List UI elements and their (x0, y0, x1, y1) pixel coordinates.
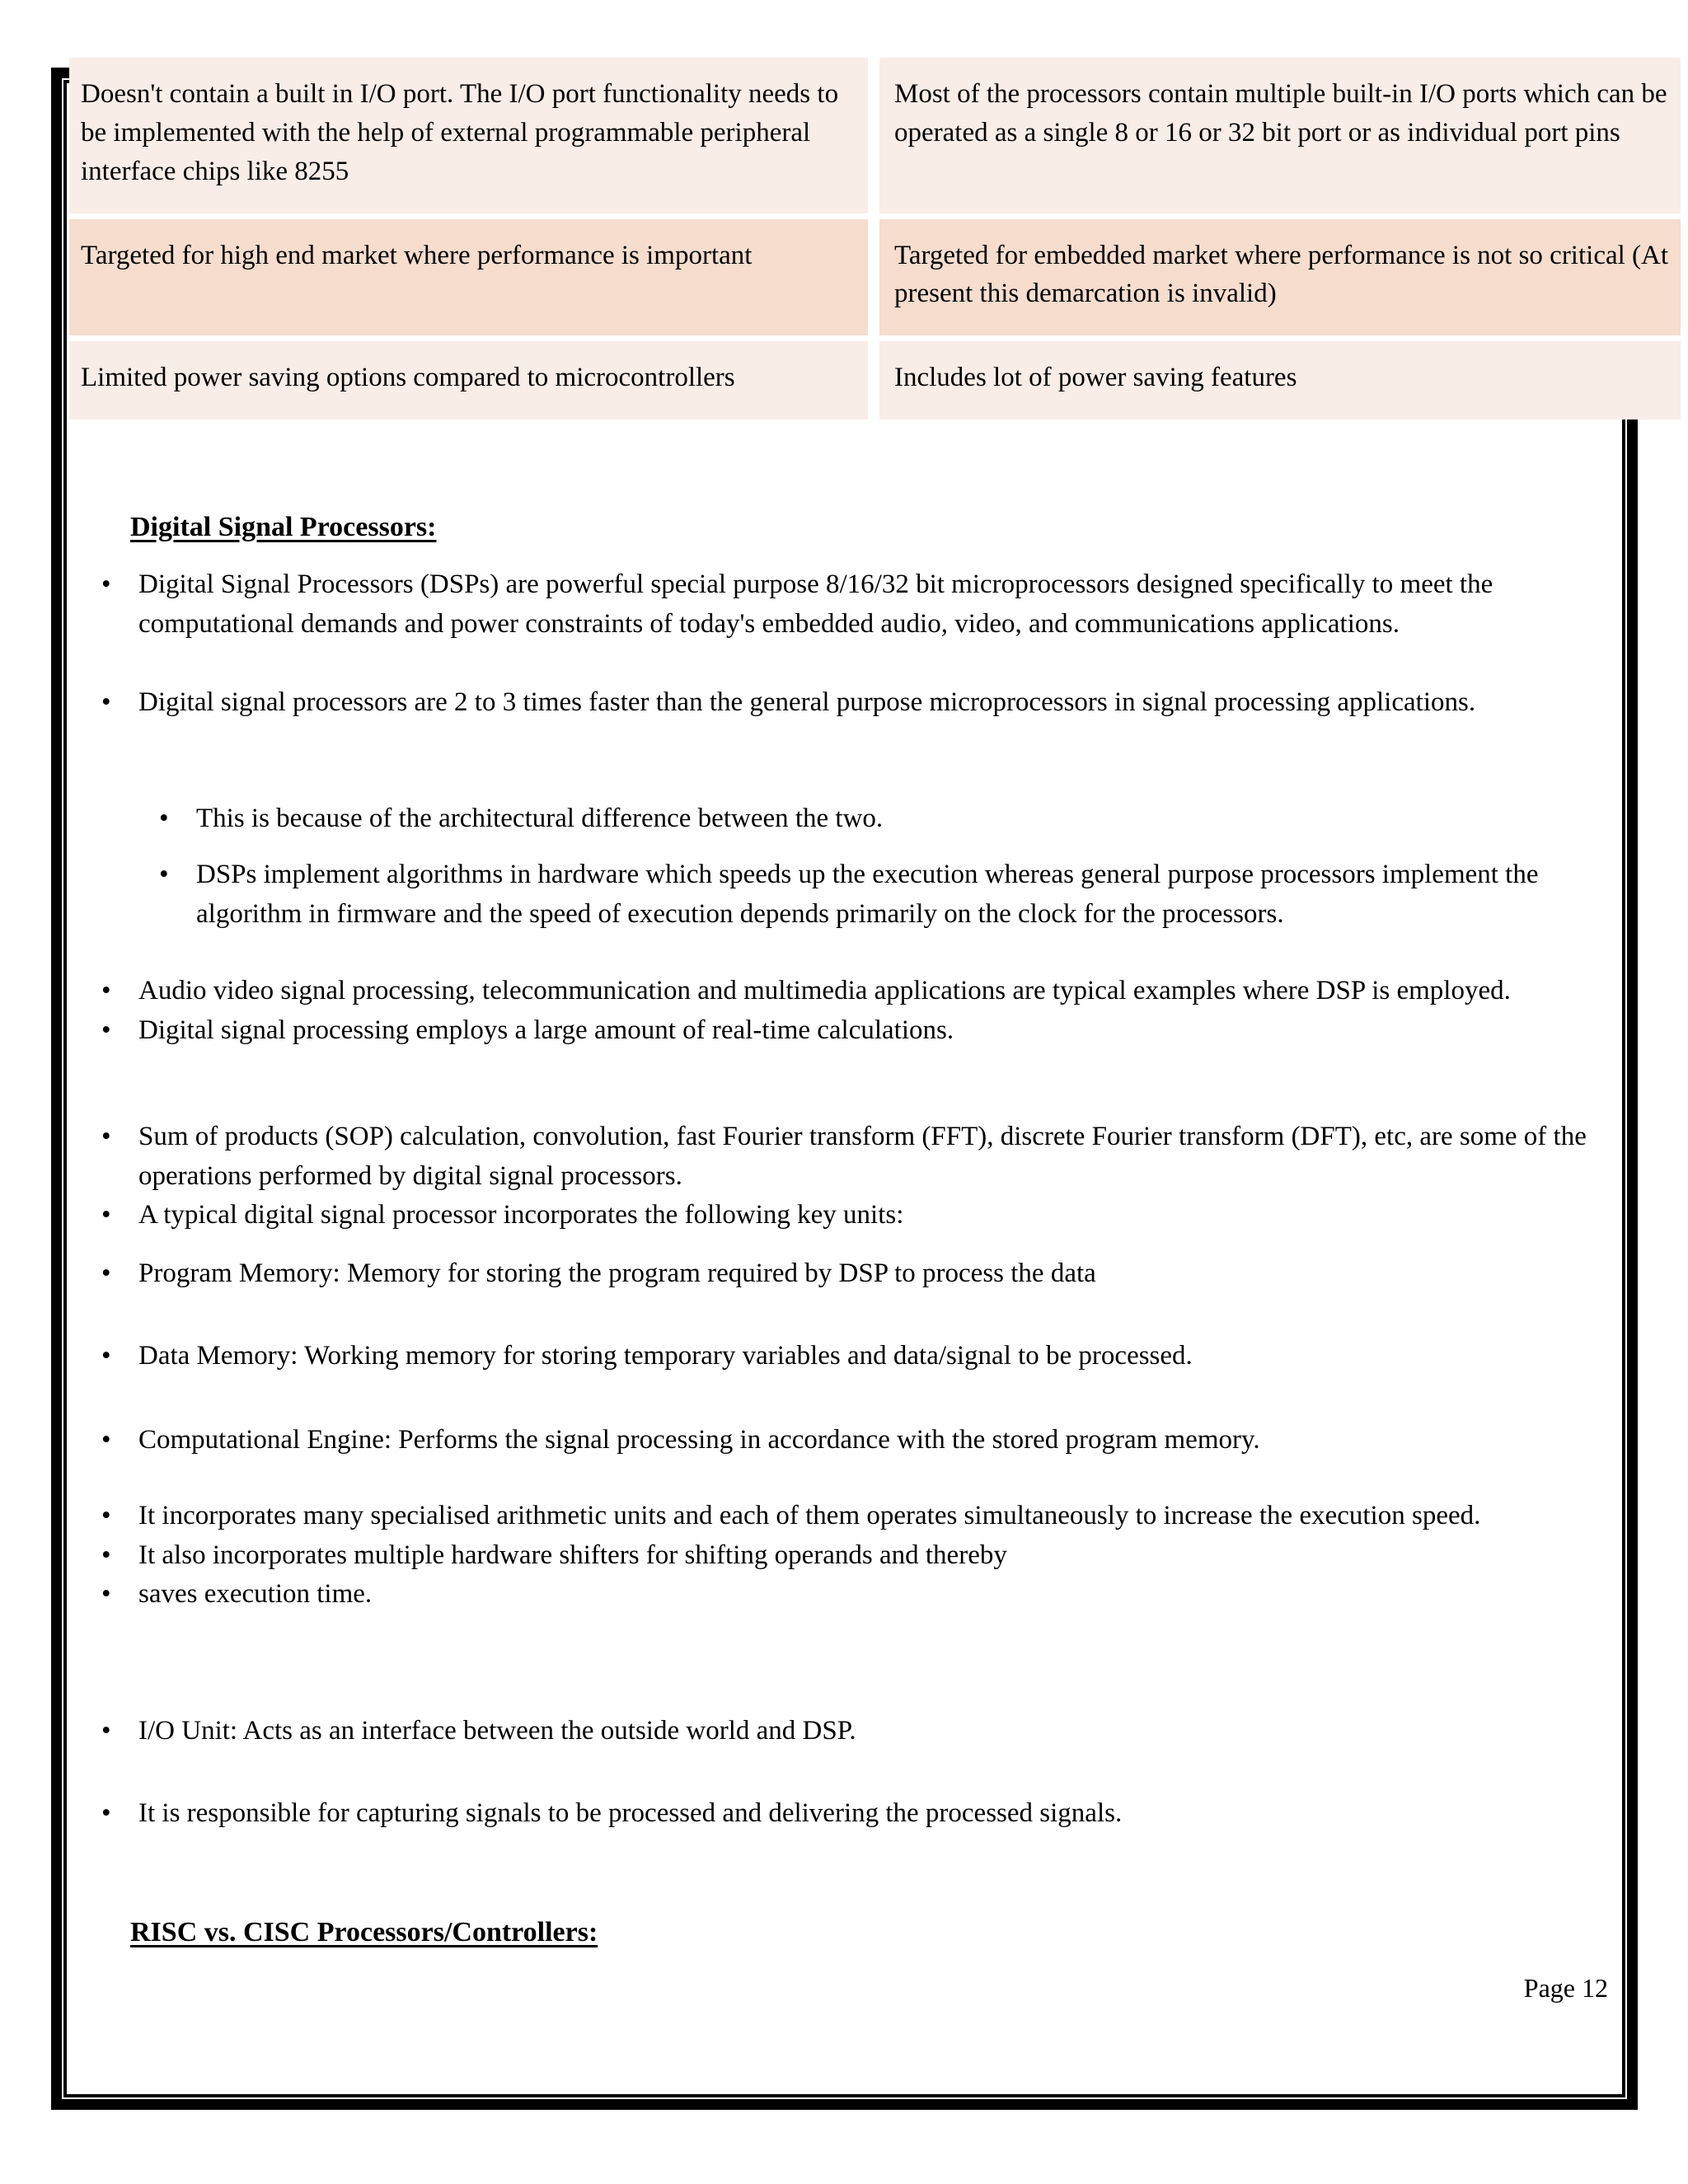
bullet-group-4 (101, 855, 1620, 934)
bullet-group-10 (101, 1497, 1625, 1615)
list-item (101, 972, 1620, 1011)
list-item-text: This is because of the architectural difference between the two. (196, 804, 884, 833)
list-item-text: saves execution time. (138, 1579, 373, 1610)
bullet-glyph-icon: • (101, 1200, 111, 1230)
bullet-group-12 (101, 1794, 1620, 1834)
list-item (101, 1421, 1625, 1460)
table-cell-left: Targeted for high end market where performance is important (69, 216, 874, 339)
bullet-glyph-icon: • (101, 1122, 111, 1151)
list-item (101, 1497, 1625, 1536)
bullet-list (101, 565, 1620, 644)
bullet-list (101, 1712, 1620, 1751)
heading-text: Digital Signal Processors: (130, 512, 437, 542)
bullet-glyph-icon: • (159, 804, 169, 833)
list-item-text: Sum of products (SOP) calculation, convolution, fast Fourier transform (FFT), discrete Fourier transform (DFT), etc, are some of the operations performed by digital signal processors. (138, 1122, 1587, 1191)
bullet-glyph-icon: • (101, 1501, 111, 1530)
bullet-glyph-icon: • (101, 1716, 111, 1746)
bullet-glyph-icon: • (101, 1258, 111, 1288)
bullet-group-5 (101, 972, 1620, 1050)
list-item (101, 1575, 1625, 1615)
bullet-glyph-icon: • (101, 687, 111, 717)
bullet-group-8 (101, 1337, 1620, 1376)
bullet-list-sub (101, 799, 1620, 839)
bullet-glyph-icon: • (101, 976, 111, 1005)
list-item-text: Digital signal processing employs a large amount of real-time calculations. (138, 1015, 954, 1045)
list-item-text: Program Memory: Memory for storing the program required by DSP to process the data (138, 1258, 1096, 1288)
page-content (69, 79, 1669, 2092)
bullet-group-7 (101, 1254, 1620, 1294)
table-row (69, 216, 1681, 339)
table-cell-right: Most of the processors contain multiple built-in I/O ports which can be operated as a single 8 or 16 or 32 bit port or as individual port pins (874, 58, 1681, 216)
table-cell-left: Doesn't contain a built in I/O port. The I/O port functionality needs to be implemented with the help of external programmable peripheral interface chips like 8255 (69, 58, 874, 216)
list-item-sub (101, 799, 1620, 839)
bullet-list (101, 1118, 1620, 1235)
bullet-list (101, 1794, 1620, 1834)
list-item-text: Data Memory: Working memory for storing temporary variables and data/signal to be processed. (138, 1341, 1193, 1371)
bullet-glyph-icon: • (101, 1425, 111, 1455)
bullet-group-6 (101, 1118, 1620, 1235)
bullet-glyph-icon: • (101, 1540, 111, 1570)
list-item-text: Digital Signal Processors (DSPs) are powerful special purpose 8/16/32 bit microprocessors designed specifically to meet the computational demands and power constraints of today's embedded audio, video, and communications applications. (138, 569, 1493, 639)
heading-text: RISC vs. CISC Processors/Controllers: (130, 1917, 598, 1947)
list-item (101, 1118, 1620, 1196)
bullet-glyph-icon: • (101, 1015, 111, 1045)
list-item-text: Computational Engine: Performs the signal processing in accordance with the stored program memory. (138, 1425, 1260, 1455)
list-item-text: It incorporates many specialised arithmetic units and each of them operates simultaneously to increase the execution speed. (138, 1501, 1481, 1530)
list-item-text: DSPs implement algorithms in hardware which speeds up the execution whereas general purpose processors implement the algorithm in firmware and the speed of execution depends primarily on the clock for the processors. (196, 860, 1539, 929)
bullet-list (101, 683, 1620, 723)
list-item-text: Audio video signal processing, telecommunication and multimedia applications are typical examples where DSP is employed. (138, 976, 1511, 1005)
bullet-list (101, 1421, 1625, 1460)
table-cell-right: Targeted for embedded market where performance is not so critical (At present this demarcation is invalid) (874, 216, 1681, 339)
list-item (101, 683, 1620, 723)
bullet-glyph-icon: • (101, 569, 111, 599)
table-row (69, 58, 1681, 216)
list-item (101, 1011, 1620, 1051)
list-item (101, 1254, 1620, 1294)
table-cell-right: Includes lot of power saving features (874, 339, 1681, 419)
list-item-text: A typical digital signal processor incorporates the following key units: (138, 1200, 904, 1230)
list-item (101, 1712, 1620, 1751)
bullet-group-9 (101, 1421, 1625, 1460)
bullet-glyph-icon: • (101, 1341, 111, 1371)
list-item-text: I/O Unit: Acts as an interface between the outside world and DSP. (138, 1716, 856, 1746)
bullet-list (101, 972, 1620, 1050)
table-row (69, 339, 1681, 419)
table-cell-left: Limited power saving options compared to microcontrollers (69, 339, 874, 419)
processor-vs-microcontroller-table (69, 58, 1681, 419)
list-item-text: Digital signal processors are 2 to 3 times faster than the general purpose microprocessors in signal processing applications. (138, 687, 1476, 717)
list-item (101, 1196, 1620, 1235)
bullet-group-2 (101, 683, 1620, 723)
bullet-group-11 (101, 1712, 1620, 1751)
section-heading-risc-cisc (130, 1917, 1620, 1948)
list-item-sub (101, 855, 1620, 934)
bullet-list (101, 1497, 1625, 1615)
section-heading-dsp (130, 512, 1620, 543)
list-item (101, 565, 1620, 644)
bullet-group-3 (101, 799, 1620, 839)
bullet-glyph-icon: • (101, 1579, 111, 1610)
list-item (101, 1536, 1625, 1576)
bullet-glyph-icon: • (159, 860, 169, 889)
page-number: Page 12 (1523, 1973, 1608, 2003)
bullet-list-sub (101, 855, 1620, 934)
bullet-list (101, 1337, 1620, 1376)
list-item (101, 1337, 1620, 1376)
bullet-list (101, 1254, 1620, 1294)
bullet-group-1 (101, 565, 1620, 644)
list-item-text: It also incorporates multiple hardware shifters for shifting operands and thereby (138, 1540, 1007, 1570)
bullet-glyph-icon: • (101, 1798, 111, 1828)
list-item-text: It is responsible for capturing signals to be processed and delivering the processed signals. (138, 1798, 1123, 1828)
list-item (101, 1794, 1620, 1834)
